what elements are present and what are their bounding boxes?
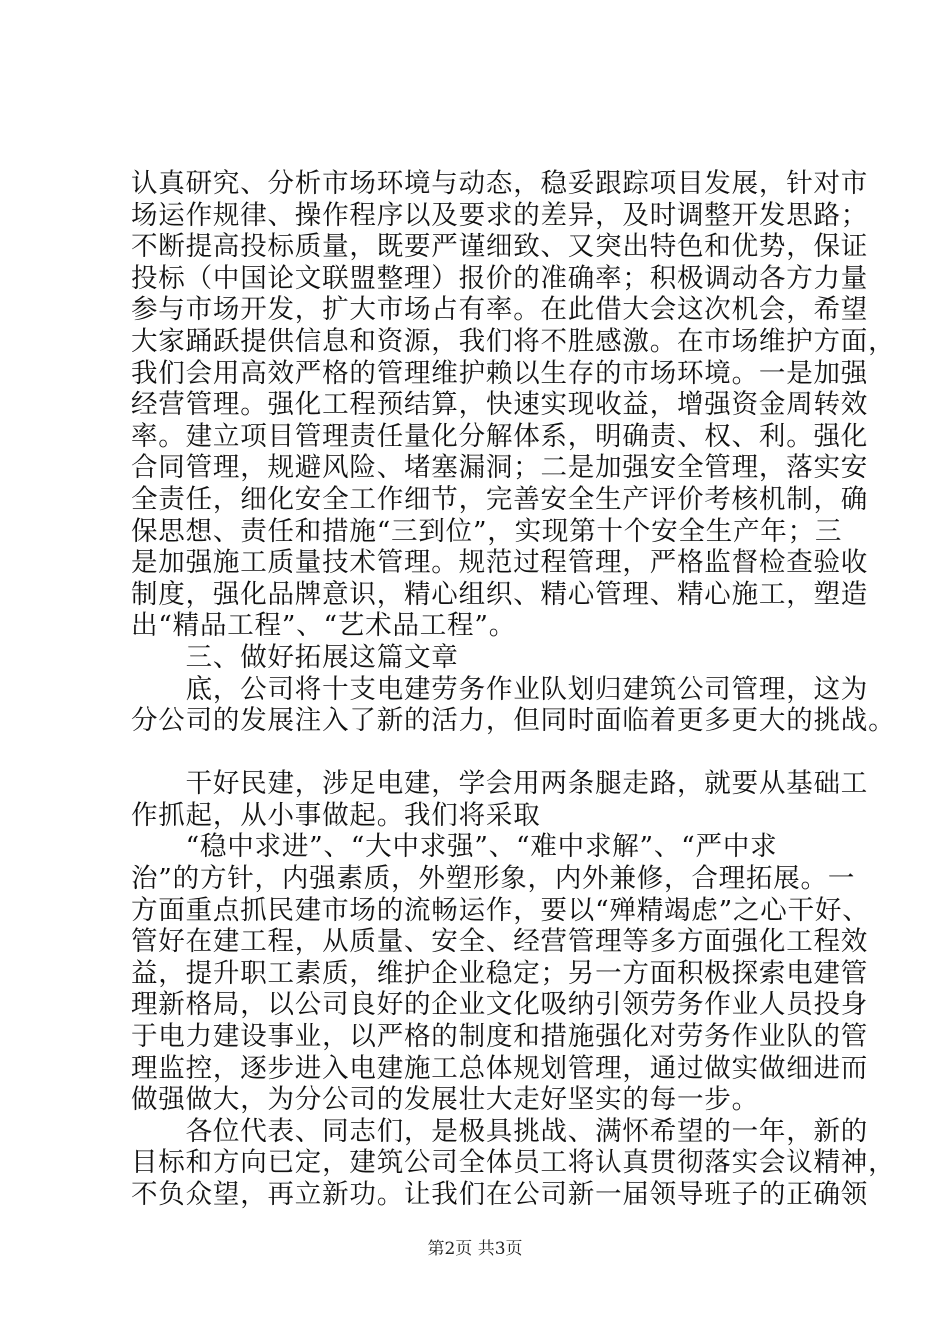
text-line: 底，公司将十支电建劳务作业队划归建筑公司管理，这为: [131, 673, 869, 705]
document-body: [131, 168, 896, 1211]
text-line: 不负众望，再立新功。让我们在公司新一届领导班子的正确领: [131, 1179, 869, 1210]
text-line: 理新格局，以公司良好的企业文化吸纳引领劳务作业人员投身: [131, 989, 869, 1021]
text-line: 是加强施工质量技术管理。规范过程管理，严格监督检查验收: [131, 547, 869, 579]
text-line: 认真研究、分析市场环境与动态，稳妥跟踪项目发展，针对市: [131, 168, 869, 199]
text-line: 于电力建设事业，以严格的制度和措施强化对劳务作业队的管: [131, 1021, 869, 1053]
text-line: 理监控，逐步进入电建施工总体规划管理，通过做实做细进而: [131, 1052, 869, 1084]
text-line: 目标和方向已定，建筑公司全体员工将认真贯彻落实会议精神，: [131, 1147, 896, 1179]
text-line: 干好民建，涉足电建，学会用两条腿走路，就要从基础工: [131, 768, 869, 800]
text-line: 益，提升职工素质，维护企业稳定；另一方面积极探索电建管: [131, 957, 869, 989]
text-line: 大家踊跃提供信息和资源，我们将不胜感激。在市场维护方面，: [131, 325, 896, 357]
text-line: 投标（中国论文联盟整理）报价的准确率；积极调动各方力量: [131, 262, 869, 294]
page-footer: 第2页 共3页: [427, 1239, 523, 1259]
text-line: 全责任，细化安全工作细节，完善安全生产评价考核机制，确: [131, 483, 869, 515]
blank-line: [131, 737, 851, 769]
text-line: 各位代表、同志们，是极具挑战、满怀希望的一年，新的: [131, 1115, 869, 1147]
text-line: 场运作规律、操作程序以及要求的差异，及时调整开发思路；: [131, 199, 869, 231]
text-line: 做强做大，为分公司的发展壮大走好坚实的每一步。: [131, 1084, 759, 1116]
text-line: 方面重点抓民建市场的流畅运作，要以“殚精竭虑”之心干好、: [131, 894, 870, 926]
text-line: 参与市场开发，扩大市场占有率。在此借大会这次机会，希望: [131, 294, 869, 326]
section-heading: 三、做好拓展这篇文章: [131, 641, 459, 673]
text-line: 治”的方针，内强素质，外塑形象，内外兼修，合理拓展。一: [131, 863, 856, 895]
text-line: 管好在建工程，从质量、安全、经营管理等多方面强化工程效: [131, 926, 869, 958]
text-line: 我们会用高效严格的管理维护赖以生存的市场环境。一是加强: [131, 357, 869, 389]
text-line: 率。建立项目管理责任量化分解体系，明确责、权、利。强化: [131, 420, 869, 452]
text-line: 不断提高投标质量，既要严谨细致、又突出特色和优势，保证: [131, 231, 869, 263]
text-line: 经营管理。强化工程预结算，快速实现收益，增强资金周转效: [131, 389, 869, 421]
text-line: 作抓起，从小事做起。我们将采取: [131, 799, 541, 831]
text-line: 出“精品工程”、“艺术品工程”。: [131, 610, 516, 642]
text-line: 保思想、责任和措施“三到位”，实现第十个安全生产年；三: [131, 515, 843, 547]
text-line: 合同管理，规避风险、堵塞漏洞；二是加强安全管理，落实安: [131, 452, 869, 484]
text-line: 制度，强化品牌意识，精心组织、精心管理、精心施工，塑造: [131, 578, 869, 610]
text-line: 分公司的发展注入了新的活力，但同时面临着更多更大的挑战。: [131, 705, 896, 737]
text-line: “稳中求进”、“大中求强”、“难中求解”、“严中求: [131, 831, 778, 863]
